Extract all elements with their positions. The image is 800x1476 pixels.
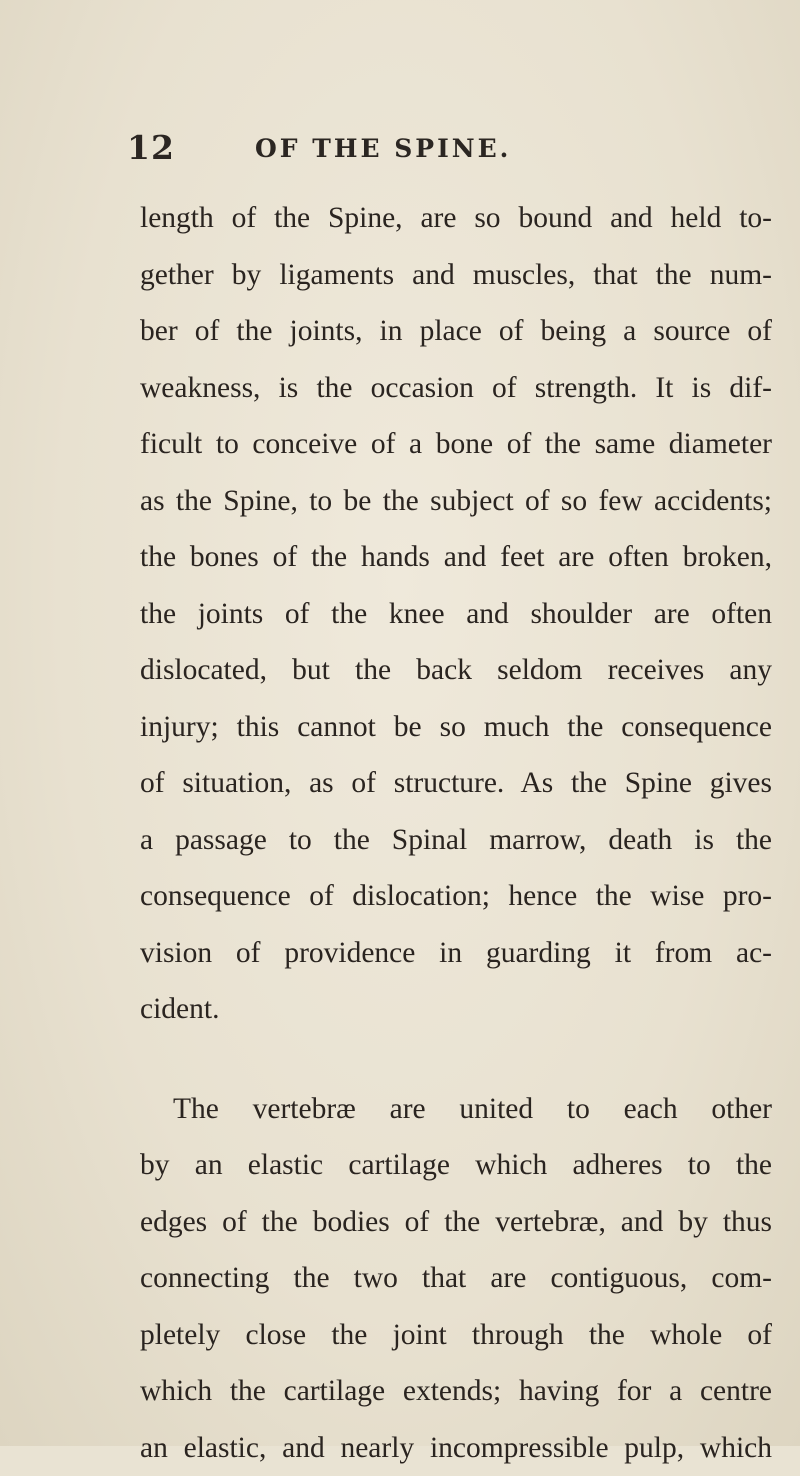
text-line: gether by ligaments and muscles, that the num- xyxy=(140,247,772,304)
text-line: the joints of the knee and shoulder are often xyxy=(140,586,772,643)
text-line: the bones of the hands and feet are often broken, xyxy=(140,529,772,586)
page-number: 12 xyxy=(127,128,175,167)
text-line: a passage to the Spinal marrow, death is the xyxy=(140,812,772,869)
text-line: ber of the joints, in place of being a source of xyxy=(140,303,772,360)
text-line: The vertebræ are united to each other xyxy=(140,1081,772,1138)
text-line: an elastic, and nearly incompressible pulp, which xyxy=(140,1420,772,1476)
text-line: cident. xyxy=(140,981,772,1038)
paragraph-gap xyxy=(140,1038,772,1081)
text-line: consequence of dislocation; hence the wise pro- xyxy=(140,868,772,925)
body-text xyxy=(140,190,772,1476)
text-line: injury; this cannot be so much the consequence xyxy=(140,699,772,756)
running-head: OF THE SPINE. xyxy=(255,134,511,163)
text-line: connecting the two that are contiguous, com- xyxy=(140,1250,772,1307)
text-line: weakness, is the occasion of strength. It is dif- xyxy=(140,360,772,417)
text-line: pletely close the joint through the whole of xyxy=(140,1307,772,1364)
text-line: edges of the bodies of the vertebræ, and by thus xyxy=(140,1194,772,1251)
page-header xyxy=(0,128,800,178)
text-line: by an elastic cartilage which adheres to the xyxy=(140,1137,772,1194)
text-line: as the Spine, to be the subject of so few accidents; xyxy=(140,473,772,530)
paragraph-2 xyxy=(140,1081,772,1476)
text-line: dislocated, but the back seldom receives any xyxy=(140,642,772,699)
text-line: which the cartilage extends; having for a centre xyxy=(140,1363,772,1420)
text-line: vision of providence in guarding it from ac- xyxy=(140,925,772,982)
text-line: of situation, as of structure. As the Spine gives xyxy=(140,755,772,812)
text-line: ficult to conceive of a bone of the same diameter xyxy=(140,416,772,473)
paragraph-1 xyxy=(140,190,772,1038)
text-line: length of the Spine, are so bound and held to- xyxy=(140,190,772,247)
